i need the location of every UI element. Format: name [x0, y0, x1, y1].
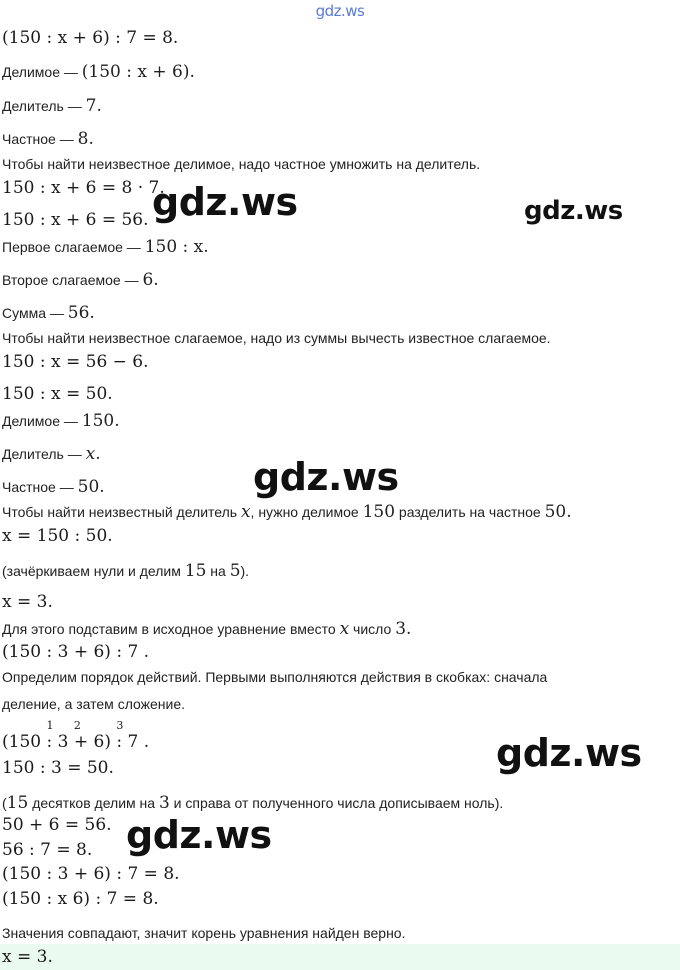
- solution-line: [2, 303, 95, 323]
- equation-step: 150 : x = 50.: [2, 384, 113, 404]
- text-part: (150: [2, 732, 47, 752]
- note-text: [2, 793, 503, 813]
- label: Второе слагаемое —: [2, 272, 143, 288]
- text-part: Чтобы найти неизвестный делитель: [2, 504, 241, 520]
- answer: x = 3.: [2, 947, 53, 967]
- text-part: на: [206, 563, 230, 579]
- rule-text: [2, 502, 572, 522]
- operation-1: [46, 719, 54, 752]
- solution-line: [2, 270, 159, 290]
- text-part: (: [2, 795, 7, 811]
- math-number: 5: [229, 561, 241, 581]
- math-value: 50.: [77, 477, 105, 497]
- watermark: gdz.ws: [152, 180, 298, 224]
- equation-step: 150 : x + 6 = 8 · 7.: [2, 178, 165, 198]
- label: Делитель —: [2, 446, 86, 462]
- label: Делимое —: [2, 413, 82, 429]
- equation-original: (150 : x + 6) : 7 = 8.: [2, 28, 179, 48]
- rule-text: Чтобы найти неизвестное слагаемое, надо из суммы вычесть известное слагаемое.: [2, 330, 551, 346]
- check-text: [2, 619, 411, 639]
- math-value: 56.: [67, 303, 95, 323]
- math-var: x: [339, 619, 350, 639]
- order-number: 1: [46, 719, 54, 732]
- solution-line: [2, 129, 94, 149]
- explanation-text: деление, а затем сложение.: [2, 696, 186, 712]
- equation-step: (150 : 3 + 6) : 7 = 8.: [2, 864, 180, 884]
- watermark: gdz.ws: [126, 813, 272, 857]
- label: Частное —: [2, 479, 78, 495]
- equation-step: 50 + 6 = 56.: [2, 815, 112, 835]
- text-part: разделить на частное: [395, 504, 545, 520]
- equation-step: x = 150 : 50.: [2, 526, 113, 546]
- solution-line: [2, 96, 102, 116]
- order-number: 3: [116, 719, 124, 732]
- operator: :: [46, 732, 53, 752]
- label: Делимое —: [2, 64, 82, 80]
- math-number: 150: [362, 502, 396, 522]
- rule-text: Чтобы найти неизвестное делимое, надо частное умножить на делитель.: [2, 156, 481, 172]
- label: Сумма —: [2, 305, 68, 321]
- order-number: 2: [73, 719, 81, 732]
- math-value: 8.: [77, 129, 94, 149]
- text-part: ).: [240, 563, 250, 579]
- label: Частное —: [2, 131, 78, 147]
- note-text: [2, 561, 249, 581]
- label: Делитель —: [2, 98, 86, 114]
- conclusion-text: Значения совпадают, значит корень уравнения найден верно.: [2, 925, 406, 941]
- math-number: 15: [6, 793, 29, 813]
- equation-step: 150 : 3 = 50.: [2, 758, 114, 778]
- math-value: 7.: [85, 96, 102, 116]
- solution-line: [2, 444, 101, 464]
- equation-order-of-operations: [2, 719, 150, 752]
- math-value: 6.: [142, 270, 159, 290]
- answer-highlight: [0, 944, 680, 970]
- equation-step: (150 : 3 + 6) : 7 .: [2, 642, 150, 662]
- watermark: gdz.ws: [524, 196, 623, 226]
- solution-line: [2, 477, 105, 497]
- watermark: gdz.ws: [253, 455, 399, 499]
- math-value: x.: [85, 444, 101, 464]
- text-part: число: [349, 621, 396, 637]
- math-value: 150.: [81, 411, 120, 431]
- math-number: 3: [158, 793, 170, 813]
- operator: +: [73, 732, 89, 752]
- equation-step: 56 : 7 = 8.: [2, 840, 93, 860]
- solution-line: [2, 411, 120, 431]
- math-value: 150 : x.: [144, 237, 209, 257]
- equation-step: (150 : x 6) : 7 = 8.: [2, 889, 159, 909]
- operator: :: [116, 732, 123, 752]
- text-part: Для этого подставим в исходное уравнение вместо: [2, 621, 340, 637]
- math-number: 50.: [544, 502, 572, 522]
- equation-step: 150 : x = 56 − 6.: [2, 352, 149, 372]
- watermark-top: gdz.ws: [315, 2, 365, 20]
- text-part: 3: [52, 732, 74, 752]
- text-part: , нужно делимое: [250, 504, 363, 520]
- math-value: (150 : x + 6).: [81, 62, 195, 82]
- equation-step: x = 3.: [2, 592, 53, 612]
- solution-line: [2, 237, 209, 257]
- text-part: 6): [88, 732, 117, 752]
- text-part: 7 .: [122, 732, 150, 752]
- math-var: x: [240, 502, 251, 522]
- equation-step: 150 : x + 6 = 56.: [2, 210, 149, 230]
- math-number: 3.: [395, 619, 412, 639]
- text-part: (зачёркиваем нули и делим: [2, 563, 185, 579]
- solution-line: [2, 62, 195, 82]
- text-part: десятков делим на: [28, 795, 159, 811]
- label: Первое слагаемое —: [2, 239, 145, 255]
- math-number: 15: [184, 561, 207, 581]
- operation-3: [116, 719, 124, 752]
- watermark: gdz.ws: [496, 731, 642, 775]
- operation-2: [73, 719, 89, 752]
- text-part: и справа от полученного числа дописываем ноль).: [169, 795, 504, 811]
- explanation-text: Определим порядок действий. Первыми выполняются действия в скобках: сначала: [2, 669, 548, 685]
